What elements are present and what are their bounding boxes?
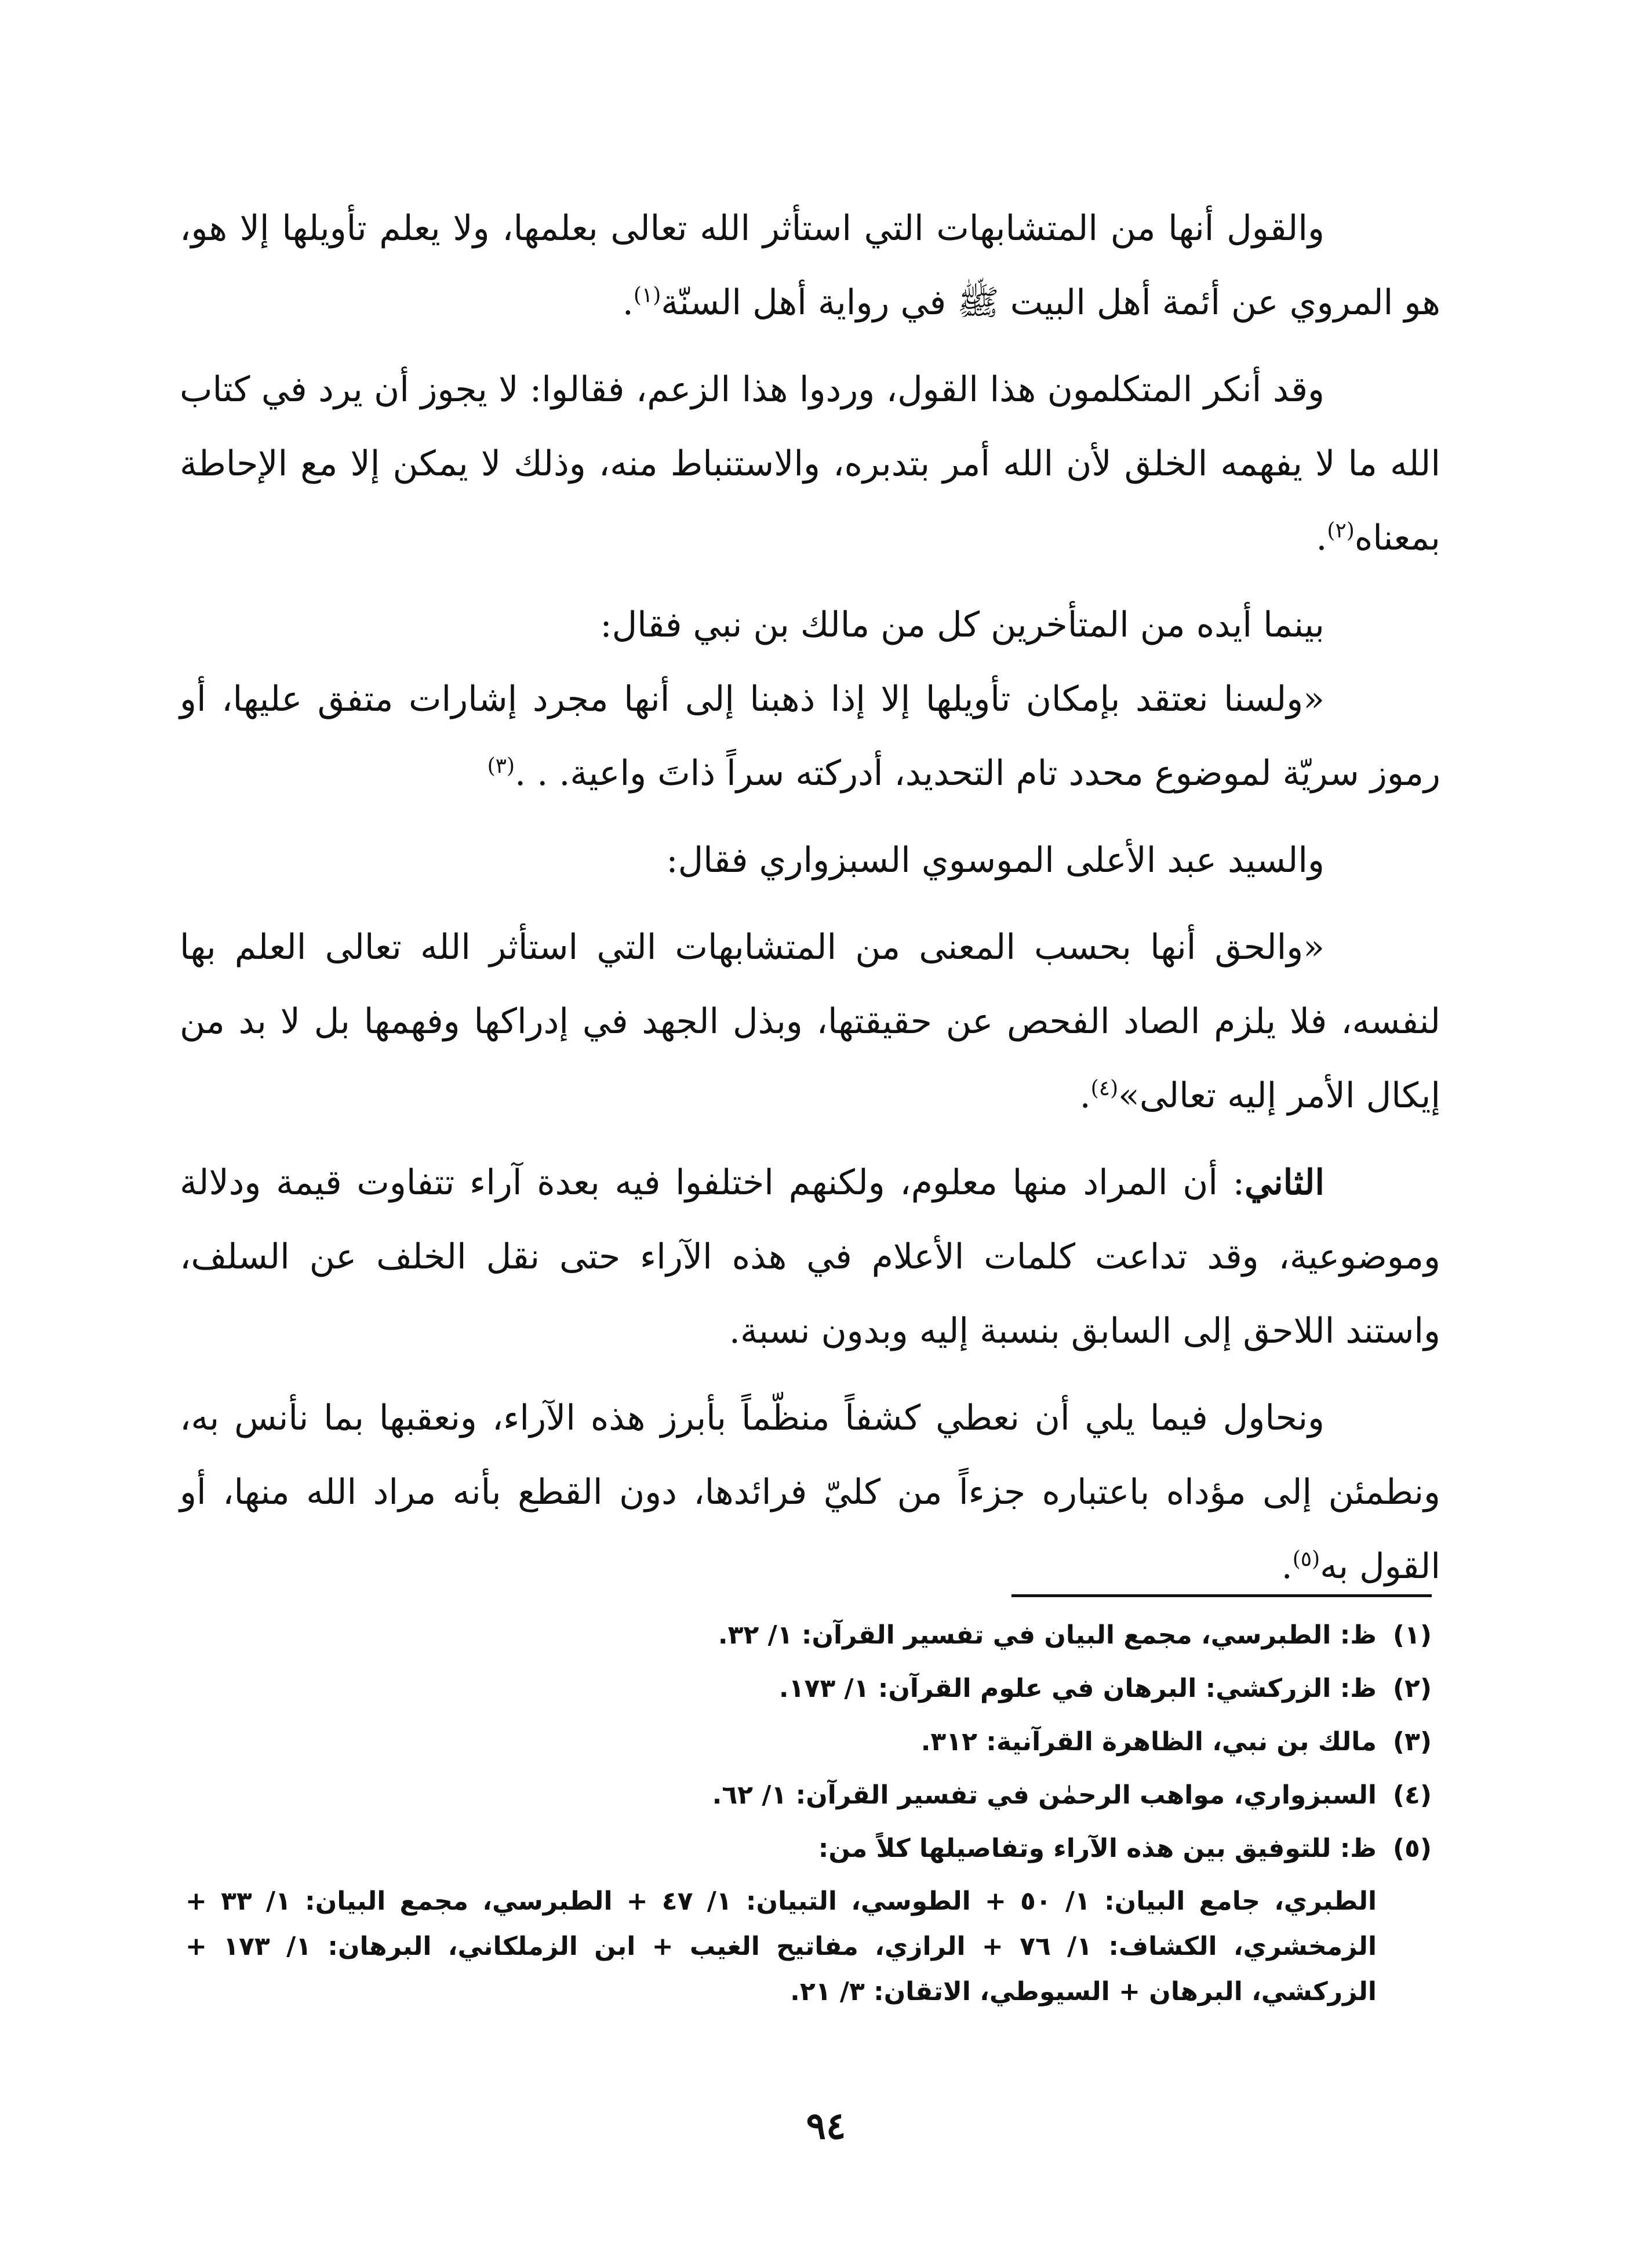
paragraph-2 — [180, 352, 1440, 575]
footnote-text: ظ: الطبرسي، مجمع البيان في تفسير القرآن: ١/ ٣٢. — [718, 1620, 1377, 1650]
quote-2-end: . — [1079, 1075, 1091, 1116]
footnote-ref-3[interactable]: (٣) — [487, 754, 515, 778]
paragraph-3 — [180, 588, 1440, 662]
footnote-text: السبزواري، مواهب الرحمٰن في تفسير القرآن: ١/ ٦٢. — [712, 1780, 1377, 1810]
quote-2-text: «والحق أنها بحسب المعنى من المتشابهات التي استأثر الله تعالى العلم بها لنفسه، فلا يلزم الصاد الفحص عن حقيقتها، وبذل الجهد في إدراكها وفهمها بل لا بد من إيكال الأمر إليه تعالى» — [180, 927, 1440, 1116]
quote-1-text: «ولسنا نعتقد بإمكان تأويلها إلا إذا ذهبنا إلى أنها مجرد إشارات متفق عليها، أو رموز سريّة لموضوع محدد تام التحديد، أدركته سراً ذاتَ واعية. . . — [180, 679, 1440, 794]
paragraph-lead-word: الثاني — [1244, 1162, 1324, 1203]
footnote-number: (١) — [1392, 1620, 1432, 1650]
paragraph-1 — [180, 191, 1440, 340]
footnote-3 — [185, 1715, 1432, 1769]
paragraph-second-view-text: : أن المراد منها معلوم، ولكنهم اختلفوا فيه بعدة آراء تتفاوت قيمة ودلالة وموضوعية، وقد تداعت كلمات الأعلام في هذه الآراء حتى نقل الخلف عن السلف، واستند اللاحق إلى السابق بنسبة إليه وبدون نسبة. — [180, 1162, 1440, 1351]
footnote-2 — [185, 1662, 1432, 1715]
footnote-1 — [185, 1609, 1432, 1662]
footnote-number: (٥) — [1392, 1834, 1432, 1863]
paragraph-1-text: والقول أنها من المتشابهات التي استأثر الله تعالى بعلمها، ولا يعلم تأويلها إلا هو، هو المروي عن أئمة أهل البيت ﷺ في رواية أهل السنّة — [180, 208, 1440, 323]
paragraph-2-end: . — [1316, 518, 1327, 558]
footnote-ref-1[interactable]: (١) — [633, 283, 661, 307]
footnote-number: (٢) — [1392, 1674, 1432, 1703]
footnote-text: ظ: الزركشي: البرهان في علوم القرآن: ١/ ١٧٣. — [778, 1674, 1377, 1703]
paragraph-3-text: بينما أيده من المتأخرين كل من مالك بن نبي فقال: — [600, 605, 1324, 645]
footnote-number: (٣) — [1392, 1727, 1432, 1757]
footnote-ref-4[interactable]: (٤) — [1090, 1077, 1119, 1100]
footnote-5-continuation: الطبري، جامع البيان: ١/ ٥٠ + الطوسي، التبيان: ١/ ٤٧ + الطبرسي، مجمع البيان: ١/ ٣٣ + الزمخشري، الكشاف: ١/ ٧٦ + الرازي، مفاتيح الغيب + ابن الزملكاني، البرهان: ١/ ١٧٣ + الزركشي، البرهان + السيوطي، الاتقان: ٣/ ٢١. — [185, 1886, 1377, 2006]
footnote-ref-5[interactable]: (٥) — [1292, 1547, 1320, 1571]
paragraph-4-text: والسيد عبد الأعلى الموسوي السبزواري فقال: — [666, 840, 1324, 881]
footnote-text: مالك بن نبي، الظاهرة القرآنية: ٣١٢. — [920, 1727, 1377, 1757]
footnote-number: (٤) — [1392, 1780, 1432, 1810]
quote-sabzawari — [180, 910, 1440, 1133]
main-text — [180, 191, 1440, 1616]
paragraph-6 — [180, 1381, 1440, 1604]
paragraph-1-end: . — [622, 282, 634, 323]
footnote-text: ظ: للتوفيق بين هذه الآراء وتفاصيلها كلاً من: — [818, 1834, 1377, 1863]
page-number: ٩٤ — [806, 2104, 846, 2148]
quote-malik-bennabi — [180, 662, 1440, 810]
paragraph-second-view — [180, 1146, 1440, 1368]
footnote-ref-2[interactable]: (٢) — [1327, 519, 1355, 543]
paragraph-6-end: . — [1281, 1546, 1293, 1587]
footnote-4 — [185, 1769, 1432, 1822]
footnotes — [185, 1609, 1432, 2015]
footnote-separator — [1011, 1594, 1432, 1597]
paragraph-4 — [180, 823, 1440, 897]
footnote-5 — [185, 1822, 1432, 1875]
paragraph-2-text: وقد أنكر المتكلمون هذا القول، وردوا هذا الزعم، فقالوا: لا يجوز أن يرد في كتاب الله ما لا يفهمه الخلق لأن الله أمر بتدبره، والاستنباط منه، وذلك لا يمكن إلا مع الإحاطة بمعناه — [180, 369, 1440, 558]
paragraph-6-text: ونحاول فيما يلي أن نعطي كشفاً منظّماً بأبرز هذه الآراء، ونعقبها بما نأنس به، ونطمئن إلى مؤداه باعتباره جزءاً من كليّ فرائدها، دون القطع بأنه مراد الله منها، أو القول به — [180, 1398, 1440, 1587]
